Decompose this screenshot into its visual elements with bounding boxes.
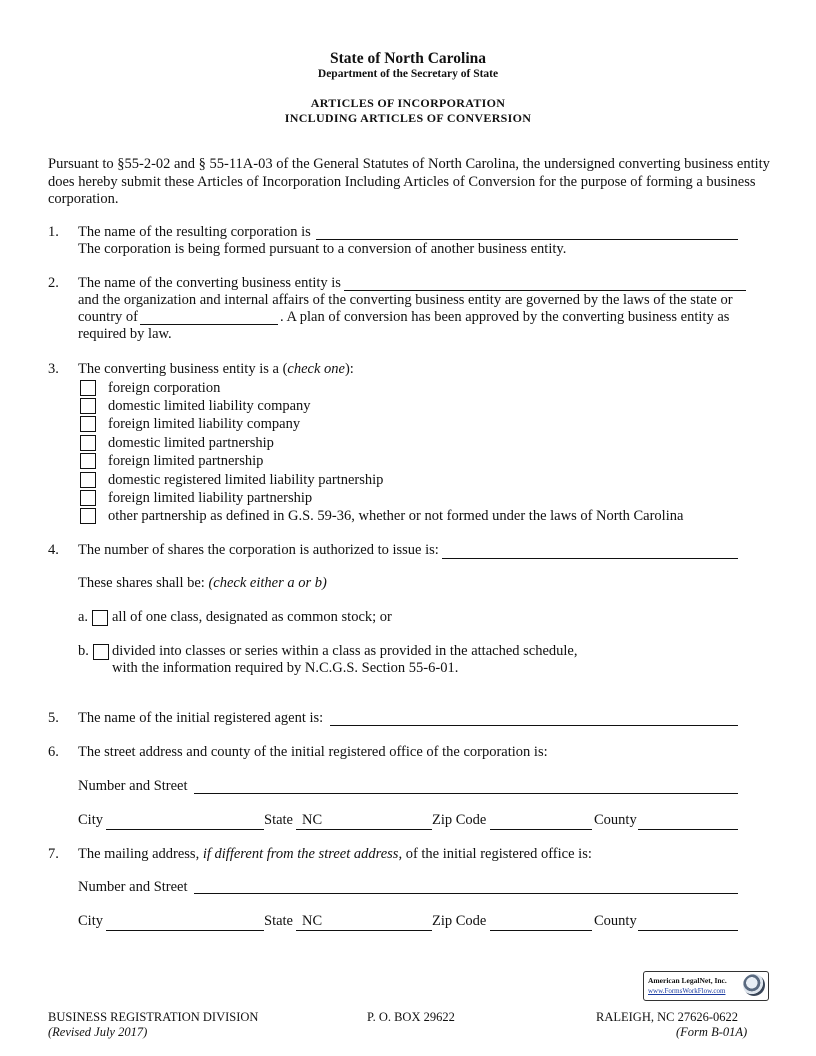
- option-label: foreign corporation: [108, 380, 221, 396]
- mailing-zip-label: Zip Code: [432, 913, 487, 929]
- mailing-street-field[interactable]: [194, 893, 738, 894]
- mailing-county-label: County: [594, 913, 637, 929]
- checkbox-foreign-lp[interactable]: [80, 453, 96, 469]
- office-city-field[interactable]: [106, 829, 264, 830]
- option-label: foreign limited partnership: [108, 453, 264, 469]
- item-5-label: The name of the initial registered agent is:: [78, 710, 324, 726]
- mailing-city-field[interactable]: [106, 930, 264, 931]
- item-4-label: The number of shares the corporation is authorized to issue is:: [78, 542, 439, 558]
- item-4-number: 4.: [48, 542, 59, 558]
- item-5-number: 5.: [48, 710, 59, 726]
- option-label: foreign limited liability partnership: [108, 490, 313, 506]
- footer-po-box: P. O. BOX 29622: [367, 1010, 455, 1024]
- mailing-zip-field[interactable]: [490, 930, 592, 931]
- department-title: Department of the Secretary of State: [317, 68, 499, 80]
- state-title: State of North Carolina: [330, 50, 486, 67]
- shares-instruction: These shares shall be: (check either a or b): [78, 575, 327, 591]
- intro-line-1: Pursuant to §55-2-02 and § 55-11A-03 of the General Statutes of North Carolina, the undersigned converting business entity: [48, 156, 770, 172]
- item-7-label: The mailing address, if different from the street address, of the initial registered office is:: [78, 846, 592, 862]
- checkbox-domestic-rllp[interactable]: [80, 472, 96, 488]
- item-3-number: 3.: [48, 361, 59, 377]
- item-3-label: The converting business entity is a (check one):: [78, 361, 354, 377]
- item-6-number: 6.: [48, 744, 59, 760]
- option-label: domestic limited partnership: [108, 435, 274, 451]
- resulting-corporation-name-field[interactable]: [316, 239, 738, 240]
- converting-entity-name-field[interactable]: [344, 290, 746, 291]
- item-2-number: 2.: [48, 275, 59, 291]
- office-street-field[interactable]: [194, 793, 738, 794]
- registered-agent-field[interactable]: [330, 725, 738, 726]
- option-b-letter: b.: [78, 643, 89, 659]
- option-b-text: divided into classes or series within a class as provided in the attached schedule,: [112, 643, 578, 659]
- mailing-state-value: NC: [302, 913, 323, 929]
- checkbox-common-stock[interactable]: [92, 610, 108, 626]
- option-label: foreign limited liability company: [108, 416, 301, 432]
- item-6-label: The street address and county of the initial registered office of the corporation is:: [78, 744, 548, 760]
- item-7-number: 7.: [48, 846, 59, 862]
- footer-city: RALEIGH, NC 27626-0622: [596, 1010, 739, 1024]
- item-2-line-3: . A plan of conversion has been approved by the converting business entity as: [280, 309, 730, 325]
- item-1-number: 1.: [48, 224, 59, 240]
- option-label: other partnership as defined in G.S. 59-36, whether or not formed under the laws of North Carolina: [108, 508, 684, 524]
- footer-form-number: (Form B-01A): [676, 1025, 748, 1039]
- checkbox-foreign-llp[interactable]: [80, 490, 96, 506]
- checkbox-domestic-lp[interactable]: [80, 435, 96, 451]
- city-label: City: [78, 812, 103, 828]
- authorized-shares-field[interactable]: [442, 558, 738, 559]
- option-label: domestic registered limited liability partnership: [108, 472, 384, 488]
- option-label: domestic limited liability company: [108, 398, 311, 414]
- checkbox-domestic-llc[interactable]: [80, 398, 96, 414]
- intro-line-3: corporation.: [48, 191, 119, 207]
- office-state-field[interactable]: [296, 829, 432, 830]
- intro-line-2: does hereby submit these Articles of Incorporation Including Articles of Conversion for the purpose of forming a business: [48, 174, 756, 190]
- county-label: County: [594, 812, 637, 828]
- checkbox-other-partnership[interactable]: [80, 508, 96, 524]
- form-title-line2: INCLUDING ARTICLES OF CONVERSION: [284, 111, 532, 125]
- mailing-state-label: State: [264, 913, 293, 929]
- item-2-label: The name of the converting business entity is: [78, 275, 341, 291]
- option-a-letter: a.: [78, 609, 89, 625]
- street-label: Number and Street: [78, 778, 188, 794]
- state-label: State: [264, 812, 293, 828]
- state-value: NC: [302, 812, 323, 828]
- mailing-state-field[interactable]: [296, 930, 432, 931]
- checkbox-foreign-corporation[interactable]: [80, 380, 96, 396]
- office-zip-field[interactable]: [490, 829, 592, 830]
- checkbox-classes-series[interactable]: [93, 644, 109, 660]
- zip-label: Zip Code: [432, 812, 487, 828]
- mailing-street-label: Number and Street: [78, 879, 188, 895]
- item-2-country-label: country of: [78, 309, 138, 325]
- option-a-text: all of one class, designated as common stock; or: [112, 609, 392, 625]
- checkbox-foreign-llc[interactable]: [80, 416, 96, 432]
- mailing-city-label: City: [78, 913, 103, 929]
- item-2-line-2: and the organization and internal affairs of the converting business entity are governed by the laws of the state or: [78, 292, 733, 308]
- seal-icon: [743, 974, 765, 996]
- logo-url-link[interactable]: www.FormsWorkFlow.com: [648, 987, 726, 995]
- country-of-field[interactable]: [140, 324, 278, 325]
- office-county-field[interactable]: [638, 829, 738, 830]
- logo-company-name: American LegalNet, Inc.: [648, 976, 727, 985]
- footer-division: BUSINESS REGISTRATION DIVISION: [48, 1010, 259, 1024]
- mailing-county-field[interactable]: [638, 930, 738, 931]
- legalnet-logo[interactable]: [643, 971, 769, 1001]
- footer-revised: (Revised July 2017): [48, 1025, 148, 1039]
- form-title-line1: ARTICLES OF INCORPORATION: [310, 96, 506, 110]
- item-1-label: The name of the resulting corporation is: [78, 224, 311, 240]
- option-b-text-2: with the information required by N.C.G.S. Section 55-6-01.: [112, 660, 459, 676]
- item-1-note: The corporation is being formed pursuant to a conversion of another business entity.: [78, 241, 567, 257]
- item-2-line-4: required by law.: [78, 326, 172, 342]
